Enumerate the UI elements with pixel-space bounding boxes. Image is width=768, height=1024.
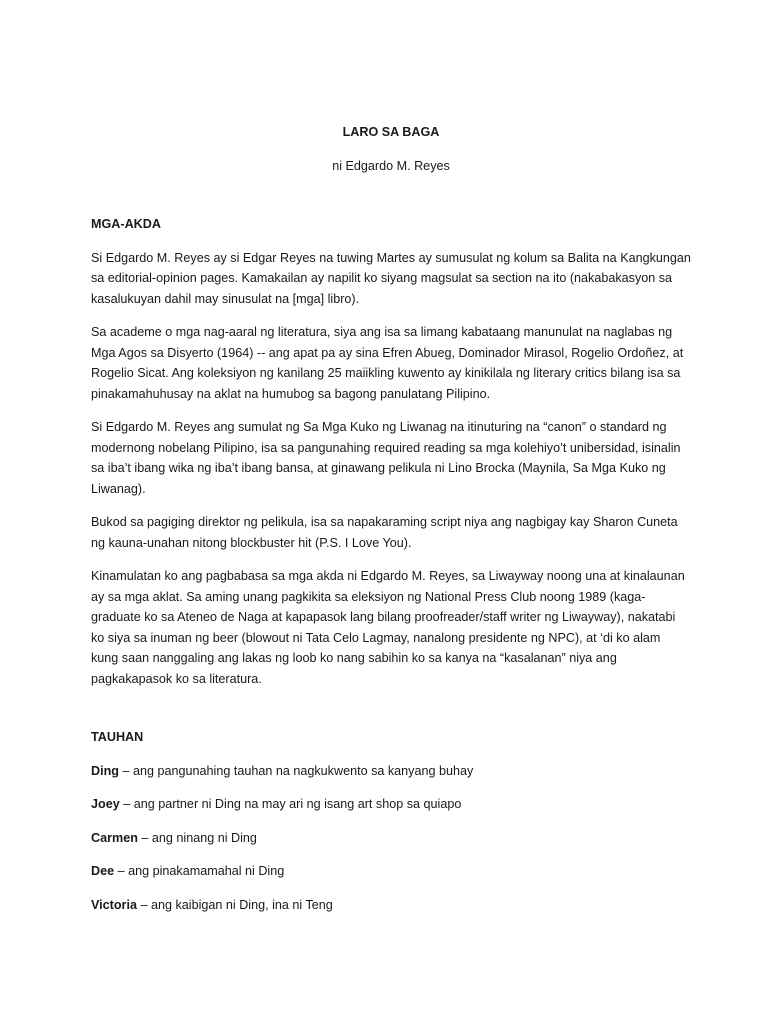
paragraph: Kinamulatan ko ang pagbabasa sa mga akda ni Edgardo M. Reyes, sa Liwayway noong una at kinalaunan ay sa mga aklat. Sa aming unang pagkikita sa eleksiyon ng National Press Club noong 1989 (kaga-graduate ko sa Ateneo de Naga at kapapasok lang bilang proofreader/staff writer ng Liwayway), nakatabi ko siya sa inuman ng beer (blowout ni Tata Celo Lagmay, nanalong presidente ng NPC), at ‘di ko alam kung saan nanggaling ang lakas ng loob ko nang sabihin ko sa kanya na “kasalanan” niya ang pagkakapasok ko sa literatura.	[91, 569, 685, 686]
character-item-joey	[91, 794, 691, 815]
section-heading-mga-akda: MGA-AKDA	[91, 217, 161, 231]
document-title: LARO SA BAGA	[342, 125, 440, 139]
character-name: Joey	[91, 797, 120, 811]
character-name: Carmen	[91, 830, 138, 845]
paragraph: Bukod sa pagiging direktor ng pelikula, isa sa napakaraming script niya ang nagbigay kay Sharon Cuneta ng kauna-unahan nitong blockbuster hit (P.S. I Love You).	[91, 515, 678, 550]
character-item-dee	[91, 861, 691, 882]
character-item-carmen	[91, 828, 691, 849]
section-spacer	[91, 689, 691, 727]
character-description: – ang kaibigan ni Ding, ina ni Teng	[136, 897, 333, 912]
paragraph: Sa academe o mga nag-aaral ng literatura, siya ang isa sa limang kabataang manunulat na naglabas ng Mga Agos sa Disyerto (1964) -- ang apat pa ay sina Efren Abueg, Dominador Mirasol, Rogelio Ordoñez, at Rogelio Sicat. Ang koleksiyon ng kanilang 25 maiikling kuwento ay kinikilala ng literary critics bilang isa sa pinakamahuhusay na aklat na humubog sa bagong panulatang Pilipino.	[91, 325, 684, 401]
section-heading-tauhan: TAUHAN	[91, 730, 144, 744]
character-name: Victoria	[91, 897, 137, 912]
character-item-ding	[91, 761, 691, 782]
character-description: – ang ninang ni Ding	[137, 830, 257, 845]
document-author: ni Edgardo M. Reyes	[332, 158, 450, 173]
document-body	[91, 122, 691, 928]
character-description: – ang pangunahing tauhan na nagkukwento sa kanyang buhay	[118, 763, 474, 778]
paragraph: Si Edgardo M. Reyes ang sumulat ng Sa Mga Kuko ng Liwanag na itinuturing na “canon” o standard ng modernong nobelang Pilipino, isa sa pangunahing required reading sa mga kolehiyo’t unibersidad, isinalin sa iba’t ibang wika ng iba’t ibang bansa, at ginawang pelikula ni Lino Brocka (Maynila, Sa Mga Kuko ng Liwanag).	[91, 420, 681, 496]
character-name: Ding	[91, 763, 119, 778]
paragraph: Si Edgardo M. Reyes ay si Edgar Reyes na tuwing Martes ay sumusulat ng kolum sa Balita na Kangkungan sa editorial-opinion pages. Kamakailan ay napilit ko siyang magsulat sa section na ito (nakabakasyon sa kasalukuyan dahil may sinusulat na [mga] libro).	[91, 250, 691, 306]
character-name: Dee	[91, 864, 115, 878]
character-description: – ang pinakamamahal ni Ding	[114, 864, 285, 878]
character-description: – ang partner ni Ding na may ari ng isang art shop sa quiapo	[119, 797, 462, 811]
character-item-victoria	[91, 895, 691, 916]
